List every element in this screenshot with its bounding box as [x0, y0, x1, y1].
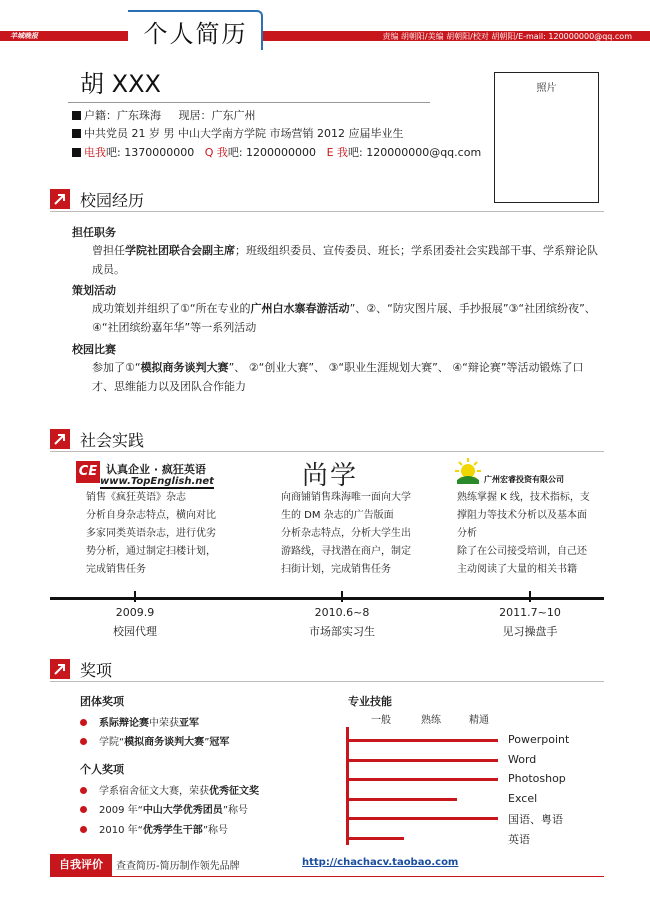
self-eval-divider — [50, 876, 604, 877]
skill-level-expert: 精通 — [469, 715, 489, 726]
company-url-1: www.TopEnglish.net — [100, 476, 214, 487]
photo-label: 照片 — [536, 83, 557, 94]
info-line-contact — [72, 146, 481, 160]
section-divider — [50, 451, 604, 452]
personal-award-1: 学系宿舍征文大赛，荣获优秀征文奖 — [80, 782, 259, 797]
square-bullet-icon — [72, 148, 81, 157]
skill-name: Photoshop — [508, 772, 566, 785]
timeline-tick — [341, 591, 343, 602]
square-bullet-icon — [72, 111, 81, 120]
brand-link[interactable]: http://chachacv.taobao.com — [302, 857, 459, 868]
phone-value: 吧: 1370000000 — [106, 146, 195, 159]
header-credit: 责编 胡朝阳/美编 胡朝阳/校对 胡朝阳/E-mail: 120000000@qq.com — [382, 32, 632, 41]
company-logo-text-3: 广州宏睿投资有限公司 — [484, 475, 564, 484]
skill-name: 国语、粤语 — [508, 813, 563, 826]
skill-axis — [346, 727, 349, 845]
practice-text-1: 销售《疯狂英语》杂志 分析自身杂志特点，横向对比 多家同类英语杂志，进行优劣 势分析，通过制定扫楼计划， 完成销售任务 — [86, 492, 216, 575]
brand-text: 查查简历-简历制作领先品牌 — [116, 861, 240, 872]
timeline-date-1: 2009.9 — [115, 606, 155, 619]
qq-value: 吧: 1200000000 — [227, 146, 317, 159]
bullet-icon — [80, 738, 87, 745]
arrow-icon — [50, 189, 70, 209]
section-title-campus: 校园经历 — [80, 191, 145, 210]
campus-heading-3: 校园比赛 — [72, 343, 116, 356]
section-title-practice: 社会实践 — [80, 431, 145, 450]
team-award-2: 学院“模拟商务谈判大赛”冠军 — [80, 733, 229, 748]
sun-logo-icon — [455, 458, 481, 484]
section-divider — [50, 681, 604, 682]
timeline-tick — [529, 591, 531, 602]
timeline-role-3: 见习操盘手 — [502, 625, 558, 638]
skill-bar — [346, 739, 498, 742]
personal-award-3: 2010 年“优秀学生干部”称号 — [80, 821, 228, 836]
skill-bar — [346, 837, 404, 840]
qq-label: Q 我 — [204, 146, 228, 159]
skill-bar — [346, 817, 498, 820]
photo-placeholder — [494, 72, 599, 203]
campus-heading-1: 担任职务 — [72, 226, 116, 239]
info-line-basic — [72, 127, 403, 141]
campus-text-3: 参加了①“模拟商务谈判大赛”、 ②“创业大赛”、 ③“职业生涯规划大赛”、 ④“辩论赛”等活动锻炼了口才、思维能力以及团队合作能力 — [92, 361, 584, 393]
skills-heading: 专业技能 — [348, 695, 392, 708]
phone-label: 电我 — [84, 146, 106, 159]
timeline-role-1: 校园代理 — [113, 625, 157, 638]
crazy-english-logo-icon: CE — [76, 461, 100, 483]
newspaper-logo: 羊城晚报 — [10, 32, 38, 40]
page-title: 个人简历 — [143, 20, 248, 48]
bullet-icon — [80, 806, 87, 813]
campus-heading-2: 策划活动 — [72, 284, 116, 297]
practice-text-2: 向商铺销售珠海唯一面向大学 生的 DM 杂志的广告版面 分析杂志特点，分析大学生出 游路线，寻找潜在商户，制定 扫街计划，完成销售任务 — [281, 492, 411, 575]
person-name: 胡 XXX — [80, 70, 161, 98]
skill-name: Excel — [508, 792, 538, 805]
timeline-tick — [134, 591, 136, 602]
timeline-date-3: 2011.7~10 — [499, 606, 561, 619]
bullet-icon — [80, 826, 87, 833]
skill-name: Word — [508, 753, 537, 766]
name-divider — [68, 102, 430, 103]
section-title-awards: 奖项 — [80, 661, 113, 680]
skill-level-proficient: 熟练 — [421, 715, 441, 726]
skill-name: 英语 — [508, 833, 530, 846]
team-awards-heading: 团体奖项 — [80, 695, 124, 708]
skill-level-basic: 一般 — [371, 715, 391, 726]
self-eval-label: 自我评价 — [50, 854, 112, 876]
personal-awards-heading: 个人奖项 — [80, 763, 124, 776]
section-divider — [50, 211, 604, 212]
timeline-role-2: 市场部实习生 — [309, 625, 375, 638]
arrow-icon — [50, 429, 70, 449]
campus-text-1: 曾担任学院社团联合会副主席；班级组织委员、宣传委员、班长；学系团委社会实践部干事、学系辩论队成员。 — [92, 244, 598, 276]
skill-bar — [346, 778, 498, 781]
bullet-icon — [80, 787, 87, 794]
company-logo-text-2: 尚学 — [302, 461, 359, 491]
company-logo-text-1: 认真企业 · 疯狂英语 — [106, 463, 206, 476]
bullet-icon — [80, 719, 87, 726]
info-line-household — [72, 109, 255, 123]
residence: 现居：广东广州 — [178, 109, 256, 122]
campus-text-2: 成功策划并组织了①“所在专业的广州白水寨春游活动”、②、“防灾图片展、手抄报展”③“社团缤纷夜”、④“社团缤纷嘉年华”等一系列活动 — [92, 302, 596, 334]
email-label: E 我 — [326, 146, 349, 159]
team-award-1: 系际辩论赛中荣获亚军 — [80, 714, 199, 729]
skill-name: Powerpoint — [508, 733, 570, 746]
email-value: 吧: 120000000@qq.com — [348, 146, 482, 159]
personal-award-2: 2009 年“中山大学优秀团员”称号 — [80, 801, 248, 816]
skill-bar — [346, 759, 498, 762]
square-bullet-icon — [72, 129, 81, 138]
arrow-icon — [50, 659, 70, 679]
hukou: 户籍：广东珠海 — [84, 109, 161, 122]
shangxue-logo — [302, 455, 358, 492]
basic-info: 中共党员 21 岁 男 中山大学南方学院 市场营销 2012 应届毕业生 — [84, 127, 404, 140]
skill-bar — [346, 798, 457, 801]
practice-text-3: 熟练掌握 K 线，技术指标，支 撑阻力等技术分析以及基本面 分析 除了在公司接受培训，自己还 主动阅读了大量的相关书籍 — [457, 492, 590, 575]
timeline-date-2: 2010.6~8 — [314, 606, 370, 619]
